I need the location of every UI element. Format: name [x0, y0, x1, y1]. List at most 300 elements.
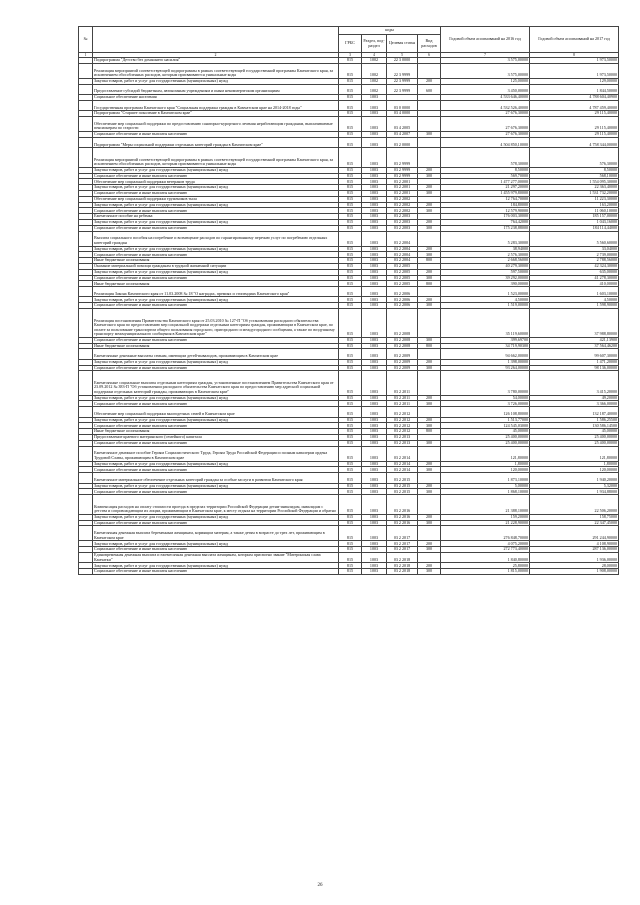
- cell-2016: 578,30000: [441, 148, 530, 168]
- cell-grbs: 815: [339, 258, 362, 264]
- cell-no: [79, 407, 93, 417]
- cell-vid: 300: [418, 365, 441, 371]
- cell-grbs: 815: [339, 94, 362, 100]
- cell-target: 03 2 2005: [387, 269, 418, 275]
- cell-razdel: 1002: [362, 58, 387, 64]
- cell-target: 03 2 2017: [387, 526, 418, 541]
- table-row: [79, 371, 619, 395]
- table-row: [79, 446, 619, 461]
- cell-razdel: 1003: [362, 349, 387, 359]
- cell-2017: 4 758 344,00000: [530, 137, 619, 147]
- cell-2017: 5,32000: [530, 483, 619, 489]
- cell-vid: 300: [418, 520, 441, 526]
- cell-2016: 1 398,00000: [441, 359, 530, 365]
- cell-vid: [418, 287, 441, 297]
- cell-no: [79, 473, 93, 483]
- cell-vid: 200: [418, 202, 441, 208]
- cell-2016: 34 719,90300: [441, 343, 530, 349]
- cell-2016: 124 545,03000: [441, 423, 530, 429]
- cell-grbs: 815: [339, 435, 362, 441]
- cell-vid: 200: [418, 417, 441, 423]
- cell-razdel: 1003: [362, 401, 387, 407]
- cell-razdel: 1003: [362, 297, 387, 303]
- cell-name: Закупка товаров, работ и услуг для государственных (муниципальных) нужд: [93, 483, 339, 489]
- cell-razdel: 1003: [362, 137, 387, 147]
- cell-vid: 300: [418, 225, 441, 231]
- cell-target: 03 2 2018: [387, 569, 418, 575]
- cell-grbs: 815: [339, 281, 362, 287]
- cell-vid: 300: [418, 173, 441, 179]
- cell-target: 03 2 2018: [387, 563, 418, 569]
- cell-grbs: 815: [339, 297, 362, 303]
- cell-grbs: 815: [339, 225, 362, 231]
- cell-2017: 1 603,10000: [530, 287, 619, 297]
- cell-2016: 3 450,00000: [441, 84, 530, 94]
- cell-grbs: 815: [339, 78, 362, 84]
- cell-name: Ежемесячные денежные выплаты семьям, имеющим детей-инвалидов, проживающим в Камчатском крае: [93, 349, 339, 359]
- cell-target: 22 3 0000: [387, 58, 418, 64]
- table-row: [79, 552, 619, 562]
- cell-razdel: 1003: [362, 359, 387, 365]
- cell-name: Социальное обеспечение и иные выплаты населению: [93, 365, 339, 371]
- cell-razdel: 1003: [362, 337, 387, 343]
- cell-2017: 1 844,50000: [530, 84, 619, 94]
- cell-name: Социальное обеспечение и иные выплаты населению: [93, 440, 339, 446]
- cell-razdel: 1003: [362, 417, 387, 423]
- cell-no: [79, 137, 93, 147]
- cell-target: 03 2 2009: [387, 349, 418, 359]
- cell-razdel: 1003: [362, 461, 387, 467]
- cell-2016: 12 579,90000: [441, 208, 530, 214]
- cell-name: Закупка товаров, работ и услуг для государственных (муниципальных) нужд: [93, 185, 339, 191]
- cell-razdel: 1003: [362, 287, 387, 297]
- cell-2017: 11 223,30000: [530, 196, 619, 202]
- cell-name: Закупка товаров, работ и услуг для государственных (муниципальных) нужд: [93, 541, 339, 547]
- cell-name: Закупка товаров, работ и услуг для государственных (муниципальных) нужд: [93, 167, 339, 173]
- cell-vid: 300: [418, 252, 441, 258]
- cell-grbs: 815: [339, 563, 362, 569]
- cell-grbs: 815: [339, 349, 362, 359]
- cell-vid: [418, 231, 441, 246]
- table-row: [79, 495, 619, 515]
- cell-razdel: 1002: [362, 78, 387, 84]
- cell-name: Ежемесячное материальное обеспечение отдельных категорий граждан за особые заслуги в развитии Камчатского края: [93, 473, 339, 483]
- cell-vid: 200: [418, 461, 441, 467]
- cell-razdel: 1003: [362, 303, 387, 309]
- cell-name: Ежемесячные социальные выплаты отдельным категориям граждан, установленные постановлением Правительства Камчатского края от 23.09.2012 № 383-П "Об установлении расходного обязательства Камчатского края по предоставлению мер адресной социальной поддержки отдельных категорий граждан, проживающих в Камчатском крае": [93, 371, 339, 395]
- cell-grbs: 815: [339, 343, 362, 349]
- cell-vid: 200: [418, 219, 441, 225]
- cell-grbs: 815: [339, 495, 362, 515]
- cell-target: 03 2 2006: [387, 303, 418, 309]
- cell-2016: 1 523,00000: [441, 287, 530, 297]
- cell-2017: 22 347,45000: [530, 520, 619, 526]
- cell-target: 03 2 2004: [387, 246, 418, 252]
- cell-2017: 1 973,50000: [530, 63, 619, 78]
- cell-razdel: 1003: [362, 514, 387, 520]
- cell-target: 22 3 9999: [387, 63, 418, 78]
- cell-2017: 4,50000: [530, 297, 619, 303]
- cell-grbs: 815: [339, 526, 362, 541]
- cell-target: 03 2 2018: [387, 552, 418, 562]
- cell-2016: 120,00000: [441, 467, 530, 473]
- col-index: 5: [387, 53, 418, 58]
- cell-2017: 99 607,30000: [530, 349, 619, 359]
- table-row: [79, 526, 619, 541]
- cell-grbs: 815: [339, 246, 362, 252]
- cell-name: Ежемесячное денежное пособие Героям Социалистического Труда, Героям Труда Российской Федерации и полным кавалерам ордена Трудовой Славы, проживающим в Камчатском крае: [93, 446, 339, 461]
- cell-2017: 41 278,30000: [530, 275, 619, 281]
- cell-no: [79, 526, 93, 541]
- cell-vid: 300: [418, 440, 441, 446]
- cell-vid: 200: [418, 483, 441, 489]
- cell-razdel: 1003: [362, 208, 387, 214]
- cell-2016: 126 108,80000: [441, 407, 530, 417]
- cell-target: 03 2 2016: [387, 520, 418, 526]
- cell-grbs: 815: [339, 208, 362, 214]
- cell-name: Компенсация расходов на оплату стоимости проезда в пределах территории Российской Федерации детям-инвалидам, инвалидам с детства и сопровождающим их лицам, проживающим в Камчатском крае, к месту отдыха на территории Российской Федерации и обратно: [93, 495, 339, 515]
- cell-grbs: 815: [339, 417, 362, 423]
- cell-2016: 94 662,00000: [441, 349, 530, 359]
- cell-2017: 28,00000: [530, 563, 619, 569]
- cell-2017: 25 400,00000: [530, 435, 619, 441]
- cell-2016: 3 780,00000: [441, 371, 530, 395]
- cell-no: [79, 495, 93, 515]
- cell-name: Оказание материальной помощи гражданам в трудной жизненной ситуации: [93, 263, 339, 269]
- cell-razdel: 1003: [362, 407, 387, 417]
- cell-2016: 5 283,30000: [441, 231, 530, 246]
- cell-name: Социальное обеспечение и иные выплаты населению: [93, 173, 339, 179]
- cell-name: Закупка товаров, работ и услуг для государственных (муниципальных) нужд: [93, 246, 339, 252]
- cell-razdel: 1003: [362, 148, 387, 168]
- cell-razdel: 1003: [362, 214, 387, 220]
- cell-2016: 27 676,30000: [441, 131, 530, 137]
- cell-name: Иные бюджетные ассигнования: [93, 343, 339, 349]
- cell-2016: 125,00000: [441, 78, 530, 84]
- cell-name: Социальное обеспечение и иные выплаты населению: [93, 275, 339, 281]
- cell-2017: 132 187,40000: [530, 407, 619, 417]
- cell-razdel: 1003: [362, 196, 387, 202]
- cell-2017: 1 908,00000: [530, 569, 619, 575]
- cell-name: Единовременная денежная выплата и ежемесячная денежная выплата женщинам, которым присвоено звание "Материнская слава Камчатки": [93, 552, 339, 562]
- cell-2017: 45,00000: [530, 429, 619, 435]
- cell-2016: 93 264,00000: [441, 365, 530, 371]
- cell-2017: 163,20000: [530, 202, 619, 208]
- cell-target: 03 2 2008: [387, 309, 418, 338]
- cell-razdel: 1003: [362, 547, 387, 553]
- header-2017: Годовой объем ассигнований на 2017 год: [530, 27, 619, 53]
- cell-target: 03 2 2006: [387, 287, 418, 297]
- cell-razdel: 1003: [362, 473, 387, 483]
- cell-razdel: 1003: [362, 309, 387, 338]
- cell-name: Реализация мероприятий соответствующей подпрограммы в рамках соответствующей государственной программы Камчатского края, за исключением обособленных расходов, которым присваиваются уникальные коды: [93, 63, 339, 78]
- cell-target: 03 2 2014: [387, 461, 418, 467]
- cell-2016: 1 840,80000: [441, 552, 530, 562]
- cell-name: Закупка товаров, работ и услуг для государственных (муниципальных) нужд: [93, 202, 339, 208]
- cell-vid: 200: [418, 246, 441, 252]
- cell-2017: 1 936,00000: [530, 552, 619, 562]
- cell-2016: 21 228,90000: [441, 520, 530, 526]
- cell-2016: 121,80000: [441, 446, 530, 461]
- cell-vid: 200: [418, 514, 441, 520]
- cell-grbs: 815: [339, 309, 362, 338]
- table-body: [79, 58, 619, 575]
- cell-target: 03 2 2011: [387, 395, 418, 401]
- cell-grbs: 815: [339, 269, 362, 275]
- cell-target: 03 2 2004: [387, 258, 418, 264]
- table-row: [79, 100, 619, 110]
- cell-grbs: 815: [339, 287, 362, 297]
- cell-no: [79, 309, 93, 338]
- col-index: 3: [339, 53, 362, 58]
- cell-grbs: 815: [339, 84, 362, 94]
- cell-2017: 49,20000: [530, 395, 619, 401]
- cell-razdel: 1003: [362, 440, 387, 446]
- cell-razdel: 1003: [362, 225, 387, 231]
- cell-target: 03 2 2017: [387, 547, 418, 553]
- cell-vid: [418, 495, 441, 515]
- cell-2016: 1 477 277,00000: [441, 179, 530, 185]
- cell-2016: 1 868,10000: [441, 489, 530, 495]
- cell-target: 03 2 2008: [387, 337, 418, 343]
- cell-no: [79, 231, 93, 246]
- cell-2017: 158,75000: [530, 514, 619, 520]
- table-row: [79, 349, 619, 359]
- cell-no: [79, 100, 93, 110]
- cell-name: Закупка товаров, работ и услуг для государственных (муниципальных) нужд: [93, 514, 339, 520]
- cell-vid: 200: [418, 359, 441, 365]
- cell-target: 03 2 2001: [387, 185, 418, 191]
- cell-name: Социальное обеспечение и иные выплаты населению: [93, 423, 339, 429]
- cell-target: 22 3 9999: [387, 78, 418, 84]
- cell-grbs: 815: [339, 263, 362, 269]
- cell-2016: 4 075,20000: [441, 541, 530, 547]
- cell-2016: 3 726,00000: [441, 401, 530, 407]
- cell-razdel: 1003: [362, 263, 387, 269]
- cell-2017: 568,10000: [530, 173, 619, 179]
- cell-target: 03 2 2005: [387, 275, 418, 281]
- cell-grbs: 815: [339, 446, 362, 461]
- cell-name: Закупка товаров, работ и услуг для государственных (муниципальных) нужд: [93, 219, 339, 225]
- cell-target: 03 2 2004: [387, 231, 418, 246]
- cell-name: Социальное обеспечение населения: [93, 94, 339, 100]
- cell-2017: 5 560,60000: [530, 231, 619, 246]
- cell-target: 03 2 2012: [387, 423, 418, 429]
- cell-2017: 1 043,16000: [530, 219, 619, 225]
- cell-no: [79, 552, 93, 562]
- cell-vid: 300: [418, 208, 441, 214]
- table-row: [79, 137, 619, 147]
- cell-target: 03 2 2015: [387, 489, 418, 495]
- cell-vid: [418, 349, 441, 359]
- cell-grbs: 815: [339, 429, 362, 435]
- cell-target: 03 2 2011: [387, 401, 418, 407]
- cell-vid: 300: [418, 423, 441, 429]
- cell-razdel: 1003: [362, 435, 387, 441]
- cell-grbs: 815: [339, 365, 362, 371]
- cell-2017: 4 788 604,40900: [530, 94, 619, 100]
- cell-target: 03 2 2017: [387, 541, 418, 547]
- cell-vid: 300: [418, 401, 441, 407]
- cell-2017: 287 136,00000: [530, 547, 619, 553]
- cell-razdel: 1003: [362, 467, 387, 473]
- cell-vid: 300: [418, 337, 441, 343]
- cell-vid: 300: [418, 131, 441, 137]
- header-2016: Годовой объем ассигнований на 2016 год: [441, 27, 530, 53]
- cell-target: 03 2 9999: [387, 148, 418, 168]
- cell-2016: 40 279,30000: [441, 263, 530, 269]
- cell-vid: [418, 526, 441, 541]
- header-name: [93, 27, 339, 53]
- cell-2017: 25 400,00000: [530, 440, 619, 446]
- cell-grbs: 815: [339, 148, 362, 168]
- cell-name: Социальное обеспечение и иные выплаты населению: [93, 520, 339, 526]
- table-row: [79, 407, 619, 417]
- cell-2017: 11 060,10000: [530, 208, 619, 214]
- cell-name: Социальное обеспечение и иные выплаты населению: [93, 303, 339, 309]
- cell-name: Социальное обеспечение и иные выплаты населению: [93, 252, 339, 258]
- cell-razdel: 1003: [362, 520, 387, 526]
- cell-razdel: 1003: [362, 365, 387, 371]
- cell-razdel: 1003: [362, 231, 387, 246]
- cell-target: 03 4 0000: [387, 111, 418, 117]
- cell-grbs: 815: [339, 395, 362, 401]
- cell-2017: 1 598,90000: [530, 303, 619, 309]
- cell-vid: 300: [418, 569, 441, 575]
- col-index: 2: [93, 53, 339, 58]
- cell-2017: 291 244,90000: [530, 526, 619, 541]
- cell-target: 03 2 2003: [387, 219, 418, 225]
- cell-2016: 35 119,60000: [441, 309, 530, 338]
- budget-table: [78, 26, 619, 575]
- cell-target: 03 2 2004: [387, 252, 418, 258]
- cell-2016: 25,80000: [441, 563, 530, 569]
- cell-2016: 399,69700: [441, 337, 530, 343]
- header-codes: коды: [339, 27, 441, 35]
- cell-name: Закупка товаров, работ и услуг для государственных (муниципальных) нужд: [93, 417, 339, 423]
- cell-2017: 1,80000: [530, 461, 619, 467]
- cell-2017: 3 366,00000: [530, 401, 619, 407]
- cell-grbs: 815: [339, 337, 362, 343]
- cell-name: Закупка товаров, работ и услуг для государственных (муниципальных) нужд: [93, 395, 339, 401]
- cell-razdel: 1003: [362, 94, 387, 100]
- cell-grbs: 815: [339, 547, 362, 553]
- cell-name: Социальное обеспечение и иные выплаты населению: [93, 337, 339, 343]
- cell-2016: 1 519,00000: [441, 303, 530, 309]
- cell-no: [79, 116, 93, 131]
- cell-name: Социальное обеспечение и иные выплаты населению: [93, 569, 339, 575]
- cell-2017: 1 471,20000: [530, 359, 619, 365]
- cell-vid: [418, 63, 441, 78]
- cell-target: 03 4 2005: [387, 116, 418, 131]
- cell-vid: 200: [418, 297, 441, 303]
- cell-2016: 21 388,10000: [441, 495, 530, 515]
- cell-target: 03 2 2001: [387, 190, 418, 196]
- cell-target: 03 2 2015: [387, 473, 418, 483]
- cell-2017: 29 115,40000: [530, 131, 619, 137]
- cell-2016: 21 297,20000: [441, 185, 530, 191]
- cell-grbs: 815: [339, 202, 362, 208]
- cell-2017: 410,00000: [530, 281, 619, 287]
- cell-vid: 200: [418, 563, 441, 569]
- cell-name: Обеспечение мер социальной поддержки ветеранов труда: [93, 179, 339, 185]
- cell-2017: 1 531 732,20000: [530, 190, 619, 196]
- cell-razdel: 1003: [362, 526, 387, 541]
- cell-name: Социальное обеспечение и иные выплаты населению: [93, 547, 339, 553]
- cell-vid: [418, 100, 441, 110]
- cell-target: 03 2 2001: [387, 179, 418, 185]
- table-row: [79, 287, 619, 297]
- cell-grbs: 815: [339, 520, 362, 526]
- cell-2016: 569,70000: [441, 173, 530, 179]
- cell-2017: 130 586,14500: [530, 423, 619, 429]
- cell-grbs: 815: [339, 569, 362, 575]
- cell-target: 03 2 2011: [387, 371, 418, 395]
- cell-vid: 300: [418, 467, 441, 473]
- cell-grbs: 815: [339, 359, 362, 365]
- cell-name: Выплата социального пособия на погребение и возмещение расходов по гарантированному перечню услуг по погребению отдельных категорий граждан: [93, 231, 339, 246]
- cell-razdel: 1003: [362, 190, 387, 196]
- cell-2017: 4 787 459,40000: [530, 100, 619, 110]
- cell-grbs: 815: [339, 371, 362, 395]
- cell-2017: 33,04000: [530, 246, 619, 252]
- cell-target: 03 2 2002: [387, 196, 418, 202]
- table-row: [79, 309, 619, 338]
- cell-2016: 159,20000: [441, 514, 530, 520]
- cell-name: Ежемесячная денежная выплата беременным женщинам, кормящим матерям, а также детям в возрасте до трех лет, проживающим в Камчатском крае: [93, 526, 339, 541]
- cell-vid: 800: [418, 258, 441, 264]
- cell-2016: 25 400,00000: [441, 440, 530, 446]
- cell-2017: 121,80000: [530, 446, 619, 461]
- cell-target: 03 2 2008: [387, 343, 418, 349]
- cell-grbs: 815: [339, 514, 362, 520]
- cell-target: 03 2 2014: [387, 467, 418, 473]
- document-page: [78, 26, 618, 575]
- cell-2016: 45,00000: [441, 429, 530, 435]
- cell-name: Обеспечение мер социальной поддержки тружеников тыла: [93, 196, 339, 202]
- cell-2016: 12 764,70000: [441, 196, 530, 202]
- cell-razdel: 1003: [362, 275, 387, 281]
- cell-target: 03 2 2006: [387, 297, 418, 303]
- table-row: [79, 63, 619, 78]
- cell-grbs: 815: [339, 214, 362, 220]
- cell-grbs: 815: [339, 58, 362, 64]
- cell-2016: 8,50000: [441, 167, 530, 173]
- cell-razdel: 1002: [362, 63, 387, 78]
- cell-name: Иные бюджетные ассигнования: [93, 281, 339, 287]
- cell-name: Ежемесячное пособие на ребенка: [93, 214, 339, 220]
- cell-2016: 1 815,00000: [441, 569, 530, 575]
- cell-vid: 800: [418, 281, 441, 287]
- cell-grbs: 815: [339, 173, 362, 179]
- cell-2016: 54,00000: [441, 395, 530, 401]
- cell-2017: 3 415,20000: [530, 371, 619, 395]
- cell-no: [79, 84, 93, 94]
- cell-name: Реализация Закона Камчатского края от 11.03.2008 № 18 "О наградах, премиях и стипендиях Камчатского края": [93, 287, 339, 297]
- cell-vid: 800: [418, 343, 441, 349]
- cell-target: 03 2 2016: [387, 514, 418, 520]
- cell-target: 03 2 2002: [387, 208, 418, 214]
- cell-razdel: 1003: [362, 167, 387, 173]
- table-row: [79, 473, 619, 483]
- cell-vid: [418, 552, 441, 562]
- cell-no: [79, 569, 93, 575]
- cell-2017: 1 934,88000: [530, 489, 619, 495]
- cell-razdel: 1003: [362, 179, 387, 185]
- table-row: [79, 569, 619, 575]
- col-index: 1: [79, 53, 93, 58]
- cell-grbs: 815: [339, 111, 362, 117]
